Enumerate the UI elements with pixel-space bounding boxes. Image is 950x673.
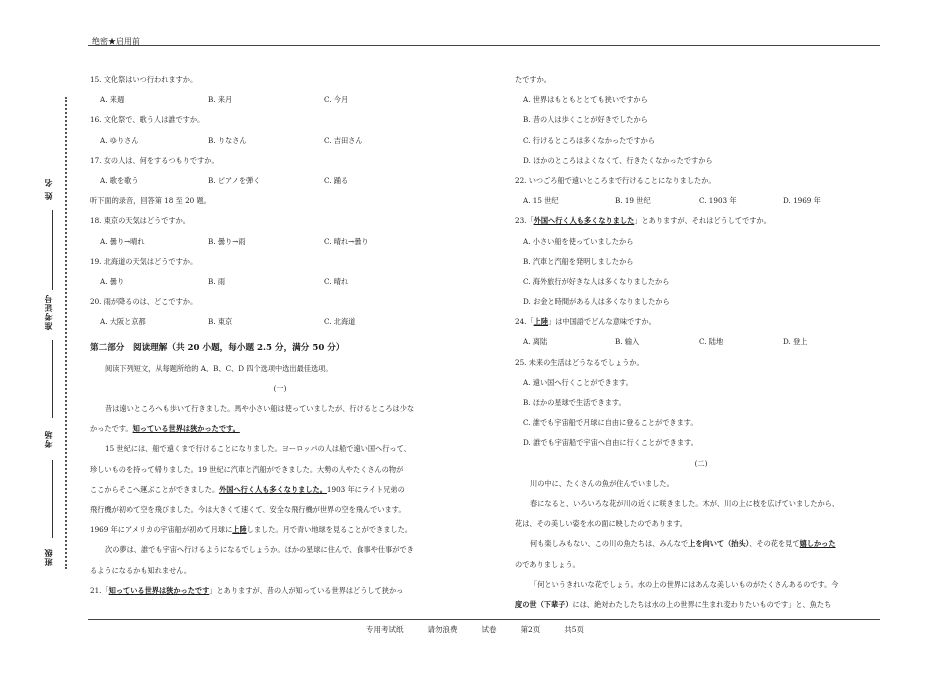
passage-text: 1903 年にライト兄弟の — [326, 484, 405, 494]
header-rule — [88, 45, 880, 46]
question-24 — [515, 312, 887, 332]
left-column — [90, 70, 470, 601]
question-20-options — [90, 312, 470, 332]
footer-page-number: 第2页 — [520, 625, 541, 634]
question-21 — [90, 581, 470, 601]
option-a: A. 来週 — [100, 95, 125, 105]
footer-total-pages: 共5页 — [564, 625, 585, 634]
question-text: 24.「 — [515, 317, 534, 327]
footer-notice: 请勿浪费 — [427, 625, 458, 634]
question-text: 」とありますが、それはどうしてですか。 — [634, 216, 771, 226]
option-b: B. 東京 — [208, 317, 233, 327]
question-18: 18. 東京の天気はどうですか。 — [90, 216, 190, 226]
passage-2-heading: (二) — [694, 458, 708, 468]
underlined-phrase: 外国へ行く人も多くなりました — [533, 216, 635, 226]
option-c: C. 行けるところは多くなかったですから — [523, 135, 656, 145]
question-text: 」とありますが、昔の人が知っている世界はどうして狭かっ — [209, 585, 404, 595]
option-c: C. 晴れ — [324, 276, 349, 286]
footer-rule — [88, 619, 880, 620]
name-write-line — [52, 210, 53, 290]
question-16-options — [90, 131, 470, 151]
passage-line: 珍しいものを持って帰りました。19 世紀に汽車と汽船ができました。大勢の人やたくさんの物が — [90, 464, 404, 474]
option-a: A. 15 世纪 — [523, 196, 559, 206]
bold-phrase: 上を向いて（抬头） — [688, 539, 750, 549]
question-17: 17. 女の人は、何をするつもりですか。 — [90, 155, 219, 165]
option-c: C. 吉田さん — [324, 135, 363, 145]
option-b: B. 曇り→雨 — [208, 236, 246, 246]
option-d: D. 1969 年 — [783, 196, 821, 206]
passage-line: 「何というきれいな花でしょう。水の上の世界にはあんな美しいものがたくさんあるのです。今 — [530, 579, 839, 589]
option-b: B. 输入 — [615, 337, 640, 347]
passage-line: るようになるかも知れません。 — [90, 565, 192, 575]
ticket-write-line — [52, 340, 53, 418]
passage-line: 昔は遠いところへも歩いて行きました。馬や小さい船は使っていましたが、行けるところは少な — [105, 404, 415, 413]
passage-line: 花は、その美しい姿を水の面に映したのであります。 — [515, 519, 687, 529]
underlined-phrase: 上陸 — [232, 525, 247, 535]
passage-line: 春になると、いろいろな花が川の近くに咲きました。木が、川の上に枝を広げていましたから、 — [530, 498, 840, 508]
passage-line: 次の夢は、誰でも宇宙へ行けるようになるでしょうか。ほかの星球に住んで、食事や仕事ができ — [105, 545, 414, 555]
option-c: C. 踊る — [324, 175, 349, 185]
option-c: C. 今月 — [324, 95, 349, 105]
passage-line: 川の中に、たくさんの魚が住んでいました。 — [530, 478, 674, 488]
passage-text: 何も楽しみもない、この川の魚たちは、みんなで — [530, 539, 689, 549]
passage-line — [515, 534, 887, 554]
option-a: A. 遠い国へ行くことができます。 — [523, 377, 633, 387]
option-b: B. 雨 — [208, 276, 226, 286]
passage-text: しました。月で青い地球を見ることができました。 — [246, 525, 412, 535]
option-d: D. 登上 — [783, 337, 808, 347]
question-18-options — [90, 232, 470, 252]
passage-text: ここからそこへ運ぶことができました。 — [90, 484, 220, 494]
binding-margin-dots — [65, 97, 67, 569]
option-a: A. 曇り→晴れ — [100, 236, 145, 246]
passage-text: かったです。 — [90, 424, 133, 434]
passage-line: 飛行機が初めて空を飛びました。今は大きくて速くて、安全な飛行機が世界の空を飛んでいます。 — [90, 504, 406, 514]
side-label-class: 班级 — [43, 548, 53, 566]
option-b: B. りなさん — [208, 135, 247, 145]
passage-line — [515, 595, 887, 615]
question-22-options — [515, 191, 887, 211]
reading-instruction: 阅读下列短文，从每题所给的 A、B、C、D 四个选项中选出最佳选项。 — [105, 363, 333, 373]
page-footer — [0, 624, 950, 635]
passage-line: 15 世紀には、船で遠くまで行けることになりました。ヨーロッパの人は船で遠い国へ行って、 — [105, 444, 411, 454]
passage-line — [90, 480, 470, 500]
option-d: D. ほかのところはよくなくて、行きたくなかったですから — [523, 155, 713, 165]
option-c: C. 晴れ→曇り — [324, 236, 369, 246]
passage-text: 1969 年にアメリカの宇宙船が初めて月球に — [90, 525, 233, 535]
footer-paper: 专用考试纸 — [365, 625, 404, 634]
question-19-options — [90, 272, 470, 292]
option-b: B. ピアノを弾く — [208, 175, 261, 185]
question-21-continued: たですか。 — [515, 75, 551, 84]
option-c: C. 陆地 — [699, 337, 724, 347]
question-text: 23.「 — [515, 216, 534, 226]
underlined-phrase: 嬉しかった — [799, 539, 836, 549]
side-label-ticket: 准考证号 — [43, 294, 53, 330]
underlined-phrase: 知っている世界は狭かったです — [108, 585, 210, 595]
option-c: C. 1903 年 — [699, 196, 737, 206]
option-b: B. ほかの星球で生活できます。 — [523, 398, 626, 407]
question-20: 20. 雨が降るのは、どこですか。 — [90, 297, 198, 307]
option-b: B. 19 世纪 — [615, 196, 651, 206]
option-a: A. 世界はもともととても狭いですから — [523, 95, 648, 105]
footer-exam: 试卷 — [481, 625, 497, 634]
passage-text: 、その花を見て — [749, 539, 800, 549]
question-15-options — [90, 90, 470, 110]
option-a: A. 曇り — [100, 276, 125, 286]
question-24-options — [515, 332, 887, 352]
option-d: D. 誰でも宇宙船で宇宙へ自由に行くことができます。 — [523, 438, 698, 448]
confidential-header: 绝密★启用前 — [92, 37, 140, 46]
question-25: 25. 未来の生活はどうなるでしょうか。 — [515, 357, 644, 367]
option-a: A. ゆりさん — [100, 135, 139, 145]
question-19: 19. 北海道の天気はどうですか。 — [90, 256, 198, 266]
question-15: 15. 文化祭はいつ行われますか。 — [90, 75, 198, 84]
option-b: B. 汽車と汽船を発明しましたから — [523, 256, 634, 266]
bold-phrase: 度の世（下辈子） — [515, 599, 573, 609]
question-16: 16. 文化祭で、歌う人は誰ですか。 — [90, 115, 205, 125]
option-a: A. 小さい船を使っていましたから — [523, 236, 634, 246]
underlined-phrase: 上陸 — [533, 317, 549, 327]
question-text: 21.「 — [90, 585, 109, 595]
option-a: A. 歌を歌う — [100, 175, 139, 185]
question-23 — [515, 211, 887, 231]
option-b: B. 来月 — [208, 95, 233, 105]
section-title: 第二部分 阅读理解（共 20 小题，每小题 2.5 分，满分 50 分） — [90, 343, 345, 354]
passage-line — [90, 520, 470, 540]
underlined-phrase: 外国へ行く人も多くなりました。 — [219, 484, 327, 494]
question-text: 」は中国語でどんな意味ですか。 — [548, 317, 656, 327]
listening-instruction: 听下面的录音，回答第 18 至 20 题。 — [90, 196, 211, 206]
option-a: A. 大阪と京都 — [100, 317, 146, 327]
side-label-room: 考场 — [43, 430, 53, 448]
side-label-name: 姓 名 — [43, 178, 53, 200]
room-write-line — [52, 460, 53, 538]
question-17-options — [90, 171, 470, 191]
option-c: C. 誰でも宇宙船で月球に自由に登ることができます。 — [523, 418, 698, 428]
passage-line: のでありましょう。 — [515, 559, 580, 569]
passage-1-heading: (一) — [273, 383, 287, 393]
option-d: D. お金と時間がある人は多くなりましたから — [523, 297, 670, 307]
option-c: C. 海外旅行が好きな人は多くなりましたから — [523, 276, 670, 286]
passage-line — [90, 419, 470, 439]
right-column — [515, 70, 887, 615]
option-c: C. 北海道 — [324, 317, 356, 327]
passage-text: には、絶対わたしたちは水の上の世界に生まれ変わりたいものです」と、魚たち — [572, 599, 832, 609]
underlined-phrase: 知っている世界は狭かったです。 — [132, 424, 240, 434]
option-b: B. 昔の人は歩くことが好きでしたから — [523, 115, 648, 125]
option-a: A. 离陆 — [523, 337, 548, 347]
question-22: 22. いつごろ船で遠いところまで行けることになりましたか。 — [515, 175, 716, 185]
